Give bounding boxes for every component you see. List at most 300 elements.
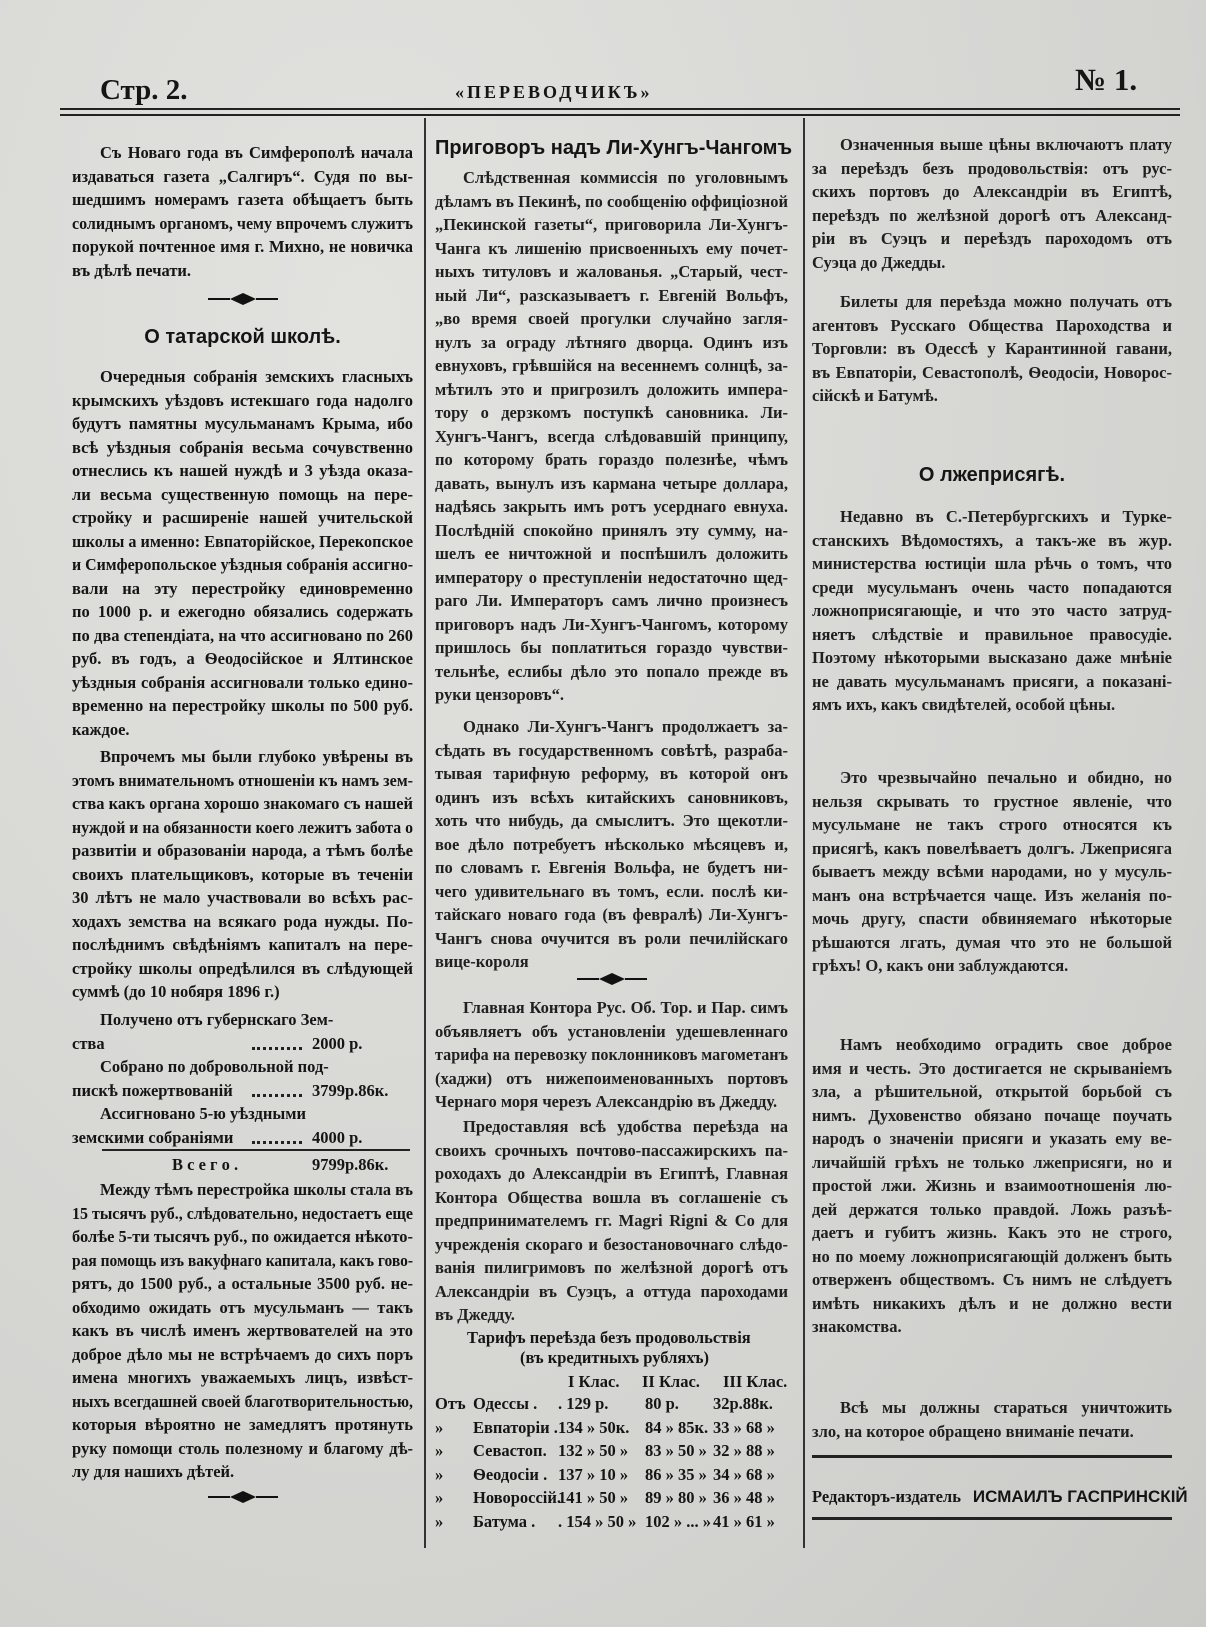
text-line (812, 552, 1172, 576)
text-line (812, 180, 1172, 204)
text-line (435, 1186, 788, 1210)
line-text: рятъ, до 1500 руб., а остальные 3500 руб. не- (72, 1274, 413, 1293)
text-line (72, 957, 413, 981)
line-text: Поэтому нѣкоторыми высказано даже мнѣніе (812, 648, 1172, 667)
leader-dots (252, 1094, 302, 1097)
text-line (812, 227, 1172, 251)
line-text: стройку школы опредѣлился въ слѣдующей (72, 958, 413, 978)
port-name: Евпаторіи . (473, 1417, 558, 1437)
text-line (812, 1033, 1172, 1057)
text-line (72, 165, 413, 189)
text-line (812, 623, 1172, 647)
line-text: по два степендіата, на что ассигновано по 260 (72, 625, 413, 645)
table-cell: » (435, 1488, 444, 1507)
text-line (812, 1268, 1172, 1292)
text-line (435, 307, 788, 331)
text-line (812, 251, 1172, 275)
ledger-label (72, 1102, 413, 1126)
line-text: временно на перестройку школы по 500 руб. (72, 696, 413, 715)
text-line (435, 996, 788, 1020)
table-cell: 86 » 35 » (645, 1464, 707, 1484)
text-line (435, 1233, 788, 1257)
text-line (812, 837, 1172, 861)
text-line (72, 769, 413, 793)
line-text: издаваться газета „Салгиръ“. Судя по вы- (72, 166, 413, 186)
line-text: приговоръ надъ Ли-Хунгъ-Чангомъ, которому (435, 614, 788, 634)
line-text: школы а именно: Евпаторійское, Перекопское (72, 531, 413, 551)
line-text: Чангъ снова очучится въ роли печилійскаго (435, 928, 788, 948)
text-line (435, 1256, 788, 1280)
text-line (435, 613, 788, 637)
table-header: I Клас. (568, 1372, 620, 1391)
line-text: чего удивительнаго въ томъ, если. послѣ ки- (435, 881, 788, 901)
line-text: Предоставляя всѣ удобства переѣзда на (463, 1117, 788, 1136)
line-text: ли весьма существенную помощь на пере- (72, 484, 413, 504)
port-name: Ѳеодосіи . (473, 1464, 548, 1484)
text-line (812, 599, 1172, 623)
line-text: одинъ изъ всѣхъ китайскихъ сановниковъ, (435, 787, 788, 807)
text-line (812, 337, 1172, 361)
line-text: крымскихъ уѣздовъ истекшаго года надолго (72, 390, 413, 410)
line-text: зла, а рѣшительной, открытой борьбой съ (812, 1082, 1172, 1101)
ledger-label-text: Ассигновано 5-ю уѣздными (100, 1104, 306, 1123)
table-cell: » (435, 1511, 444, 1531)
text-line (812, 1292, 1172, 1316)
text-line (72, 365, 413, 389)
ornament-divider (208, 1490, 278, 1504)
article-heading: Приговоръ надъ Ли-Хунгъ-Чангомъ (435, 137, 793, 159)
line-text: болѣе 5-ти тысячъ руб., по ожидается нѣкото- (72, 1227, 413, 1246)
line-text: даетъ и губитъ жизнь. Какъ это не строго, (812, 1223, 1172, 1242)
ledger-amount: 2000 р. (312, 1033, 363, 1053)
text-line (812, 157, 1172, 181)
text-line (812, 1198, 1172, 1222)
table-cell: 134 » 50к. (558, 1417, 630, 1437)
text-line (435, 1043, 788, 1067)
text-line (72, 647, 413, 671)
ledger-label-text: ства (72, 1033, 105, 1053)
text-line (812, 1221, 1172, 1245)
line-text: Слѣдственная коммиссія по уголовнымъ (463, 168, 788, 187)
table-subtitle: (въ кредитныхъ рубляхъ) (520, 1348, 709, 1367)
line-text: давать, вынулъ изъ кармана четыре доллара, (435, 473, 788, 493)
text-line (435, 213, 788, 237)
ledger-label (72, 1126, 413, 1150)
line-text: уѣздныя собранія ассигновали только едино- (72, 672, 413, 692)
line-text: Хунгъ-Чангъ, всегда слѣдовавшій принципу, (435, 426, 788, 446)
port-name: Севастоп. (473, 1441, 547, 1460)
line-text: ріи въ Суэцъ и переѣздъ пароходомъ отъ (812, 229, 1172, 248)
text-line (812, 1315, 1172, 1339)
text-line (72, 259, 413, 283)
table-cell: 32р.88к. (713, 1394, 773, 1413)
line-text: 30 лѣтъ не мало участвовали во всѣхъ рас- (72, 888, 413, 907)
line-text: императору о преступленіи недостаточно щед- (435, 567, 788, 587)
line-text: Главная Контора Рус. Об. Тор. и Пар. симъ (463, 998, 788, 1017)
ledger-label (72, 1055, 413, 1079)
paragraph (435, 1115, 788, 1327)
text-line (435, 683, 788, 707)
line-text: Между тѣмъ перестройка школы стала въ (100, 1180, 413, 1199)
text-line (812, 1245, 1172, 1269)
text-line (435, 739, 788, 763)
text-line (72, 1225, 413, 1249)
line-text: обходимо ожидать отъ мусульманъ — такъ (72, 1297, 413, 1317)
text-line (72, 1202, 413, 1226)
text-line (812, 766, 1172, 790)
paragraph (435, 715, 788, 974)
line-text: зло, на которое обращено вниманіе печати. (812, 1421, 1134, 1441)
line-text: тывая тарифную реформу, въ которой онъ (435, 764, 788, 783)
text-line (435, 284, 788, 308)
text-line (812, 1174, 1172, 1198)
line-text: своихъ срочныхъ почтово-пассажирскихъ па- (435, 1140, 788, 1160)
line-text: вали на эту перестройку единовременно (72, 578, 413, 598)
line-text: станскихъ Вѣдомостяхъ, а такъ-же въ жур. (812, 530, 1172, 550)
text-line (72, 886, 413, 910)
paragraph (435, 166, 788, 707)
article-heading: О лжеприсягѣ. (918, 464, 1066, 486)
text-line (72, 436, 413, 460)
text-line (812, 576, 1172, 600)
line-text: надѣясь закрыть имъ ротъ усерднаго евнуха. (435, 497, 788, 516)
line-text: присягѣ, какъ повелѣваетъ долгъ. Лжеприсяга (812, 838, 1172, 858)
line-text: Послѣдній спокойно принялъ эту сумму, на- (435, 520, 788, 540)
text-line (435, 1090, 788, 1114)
ledger-label (72, 1032, 413, 1056)
line-text: по 1000 р. и ежегодно обязались содержать (72, 602, 413, 621)
line-text: имѣть никакихъ дѣлъ и не должно вести (812, 1293, 1172, 1313)
text-line (435, 809, 788, 833)
line-text: шелъ ее ничтожной и поспѣшилъ доложить (435, 544, 788, 563)
line-text: „Пекинской газеты“, приговорила Ли-Хунгъ- (435, 215, 788, 234)
line-text: евнуховъ, грѣвшійся на весеннемъ солнцѣ, за- (435, 356, 788, 375)
text-line (72, 863, 413, 887)
paragraph (812, 133, 1172, 274)
text-line (812, 813, 1172, 837)
text-line (72, 792, 413, 816)
line-text: солиднымъ органомъ, чему впрочемъ служитъ (72, 213, 413, 233)
ledger-amount: 3799р.86к. (312, 1080, 389, 1100)
text-line (812, 646, 1172, 670)
line-text: мѣтилъ это и пригрозилъ доложить импера- (435, 379, 788, 399)
line-text: Суэца до Джедды. (812, 252, 946, 272)
line-text: няетъ слѣдствіе и правильное правосудіе. (812, 624, 1172, 644)
text-line (435, 903, 788, 927)
text-line (812, 361, 1172, 385)
text-line (435, 950, 788, 974)
port-name: Новороссій. (473, 1488, 562, 1507)
text-line (435, 448, 788, 472)
ledger-label-text: Получено отъ губернскаго Зем- (100, 1010, 334, 1029)
text-line (72, 459, 413, 483)
text-line (72, 1272, 413, 1296)
ledger-total-label: В с е г о . (172, 1154, 239, 1174)
text-line (812, 1396, 1172, 1420)
paragraph (812, 505, 1172, 717)
line-text: Всѣ мы должны стараться уничтожить (840, 1398, 1172, 1417)
line-text: знакомства. (812, 1317, 902, 1336)
text-line (812, 931, 1172, 955)
table-cell: 36 » 48 » (713, 1488, 775, 1507)
newspaper-title: «ПЕРЕВОДЧИКЪ» (455, 82, 653, 102)
header-rule-top (60, 108, 1180, 110)
line-text: простой лжи. Жизнь и взаимоотношенія лю- (812, 1176, 1172, 1195)
line-text: Контора Общества вошла въ соглашеніе съ (435, 1187, 788, 1207)
text-line (812, 1420, 1172, 1444)
text-line (72, 910, 413, 934)
line-text: агентовъ Русскаго Общества Пароходства и (812, 315, 1172, 335)
line-text: будутъ памятны мусульманамъ Крыма, ибо (72, 414, 413, 433)
text-line (72, 212, 413, 236)
ornament-divider (577, 972, 647, 986)
leader-dots (252, 1047, 302, 1050)
table-cell: . 129 р. (558, 1394, 609, 1413)
text-line (812, 954, 1172, 978)
article-heading: О татарской школѣ. (144, 326, 341, 348)
paragraph (72, 1178, 413, 1484)
line-text: нельзя скрывать то грустное явленіе, что (812, 791, 1172, 811)
text-line (72, 1178, 413, 1202)
table-cell: » (435, 1464, 444, 1484)
line-text: Это чрезвычайно печально и обидно, но (840, 768, 1172, 787)
line-text: Билеты для переѣзда можно получать отъ (840, 292, 1172, 311)
text-line (72, 577, 413, 601)
paragraph (72, 141, 413, 282)
line-text: ныхъ титуловъ и жалованья. „Старый, чест- (435, 262, 788, 281)
line-text: Съ Новаго года въ Симферополѣ начала (100, 143, 413, 162)
editor-name: ИСМАИЛЪ ГАСПРИНСКІЙ (972, 1487, 1188, 1506)
text-line (812, 133, 1172, 157)
text-line (435, 1209, 788, 1233)
table-title: Тарифъ переѣзда безъ продовольствія (467, 1328, 751, 1347)
ledger-amount: 4000 р. (312, 1127, 363, 1147)
text-line (72, 624, 413, 648)
text-line (72, 671, 413, 695)
text-line (72, 745, 413, 769)
funds-ledger (72, 1008, 413, 1176)
text-line (812, 670, 1172, 694)
text-line (435, 495, 788, 519)
table-cell: 84 » 85к. (645, 1417, 709, 1437)
table-cell: 34 » 68 » (713, 1464, 775, 1484)
text-line (72, 1413, 413, 1437)
ledger-total (72, 1153, 413, 1177)
table-cell: 132 » 50 » (558, 1441, 629, 1460)
table-cell: 41 » 61 » (713, 1511, 775, 1531)
text-line (435, 566, 788, 590)
table-cell: . 154 » 50 » (558, 1511, 637, 1531)
line-text: ства какъ органа хорошо знакомаго съ нашей (72, 794, 413, 813)
text-line (72, 816, 413, 840)
line-text: роходахъ до Александріи въ Египтѣ, Главная (435, 1164, 788, 1183)
line-text: Очередныя собранія земскихъ гласныхъ (100, 367, 413, 386)
tariff-table (435, 1328, 788, 1531)
text-line (435, 1115, 788, 1139)
text-line (72, 412, 413, 436)
text-line (72, 1296, 413, 1320)
line-text: рая помощь изъ вакуфнаго капитала, какъ гово- (72, 1250, 413, 1270)
ledger-total-amount: 9799р.86к. (312, 1154, 389, 1174)
line-text: отверженъ обществомъ. Съ нимъ не слѣдуетъ (812, 1270, 1172, 1289)
footer-rule (812, 1517, 1172, 1520)
line-text: этомъ внимательномъ отношеніи къ намъ зем- (72, 770, 413, 790)
table-cell: » (435, 1441, 444, 1460)
line-text: скихъ портовъ до Александріи въ Египтѣ, (812, 182, 1172, 201)
ledger-label (72, 1008, 413, 1032)
line-text: раго Ли. Императоръ самъ лично произнесъ (435, 591, 788, 610)
ornament-divider (208, 292, 278, 306)
line-text: имена многихъ уважаемыхъ лицъ, извѣст- (72, 1368, 413, 1387)
ledger-label-text: пискѣ пожертвованій (72, 1080, 233, 1100)
text-line (812, 314, 1172, 338)
paragraph (812, 1033, 1172, 1339)
text-line (812, 384, 1172, 408)
line-text: переѣздъ по желѣзной дорогѣ отъ Александ- (812, 205, 1172, 225)
line-text: мочь другу, спасти обвиняемаго нѣкоторые (812, 909, 1172, 928)
line-text: за переѣздъ безъ продовольствія: отъ рус- (812, 158, 1172, 178)
line-text: Недавно въ С.-Петербургскихъ и Турке- (840, 507, 1172, 526)
line-text: вице-короля (435, 952, 529, 971)
line-text: среди мусульманъ очень часто попадаются (812, 577, 1172, 597)
text-line (435, 927, 788, 951)
line-text: ходахъ земства на всякаго рода нужды. По- (72, 911, 413, 931)
line-text: по словамъ г. Евгенія Вольфа, не будетъ ни- (435, 858, 788, 877)
table-cell: 83 » 50 » (645, 1441, 707, 1460)
text-line (812, 907, 1172, 931)
line-text: сійскѣ и Батумѣ. (812, 386, 938, 405)
line-text: личайшій грѣхъ не только лжеприсяги, но и (812, 1152, 1172, 1172)
text-line (72, 553, 413, 577)
line-text: Торговли: въ Одессѣ у Карантинной гавани, (812, 339, 1172, 358)
text-line (72, 600, 413, 624)
line-text: ямъ ихъ, какъ свидѣтелей, особой цѣны. (812, 695, 1116, 714)
text-line (72, 1437, 413, 1461)
text-line (435, 542, 788, 566)
line-text: предпринимателемъ гг. Magri Rigni & Co для (435, 1211, 788, 1230)
text-line (435, 660, 788, 684)
text-line (812, 1057, 1172, 1081)
text-line (72, 188, 413, 212)
text-line (435, 519, 788, 543)
text-line (72, 1249, 413, 1273)
line-text: какъ въ числѣ именъ жертвователей на это (72, 1321, 413, 1340)
footer-rule (812, 1455, 1172, 1458)
text-line (812, 1104, 1172, 1128)
line-text: манъ она встрѣчается чаще. Изъ желанія по- (812, 885, 1172, 905)
text-line (435, 237, 788, 261)
line-text: своихъ плательщиковъ, которые въ теченіи (72, 864, 413, 884)
text-line (812, 505, 1172, 529)
line-text: министерства юстиціи шла рѣчь о томъ, что (812, 554, 1172, 573)
line-text: и Симферопольское уѣздныя собранія ассигно- (72, 555, 413, 574)
text-line (435, 1162, 788, 1186)
paragraph (435, 996, 788, 1114)
line-text: въ дѣлѣ печати. (72, 260, 192, 280)
text-line (435, 589, 788, 613)
line-text: хоть что нибудь, да смыслитъ. Это щекотли- (435, 811, 788, 830)
table-cell: 102 » ... » (645, 1511, 711, 1531)
line-text: всѣ уѣздныя собранія весьма сочувственно (72, 437, 413, 457)
text-line (435, 762, 788, 786)
text-line (435, 166, 788, 190)
line-text: которыя вѣроятно не замедлятъ протянуть (72, 1415, 413, 1434)
line-text: суммѣ (до 10 нобяря 1896 г.) (72, 982, 280, 1001)
line-text: объявляетъ объ установленіи удешевленнаго (435, 1021, 788, 1041)
text-line (812, 884, 1172, 908)
paragraph (812, 290, 1172, 408)
paragraph (812, 1396, 1172, 1443)
text-line (812, 693, 1172, 717)
line-text: Впрочемъ мы были глубоко увѣрены въ (100, 747, 413, 766)
line-text: порукой почтенное имя г. Михно, не новичка (72, 237, 413, 256)
line-text: развитіи и образованіи народа, а тѣмъ болѣе (72, 841, 413, 860)
table-cell: » (435, 1417, 444, 1437)
line-text: народъ о значеніи присяги и указать ему ве- (812, 1129, 1172, 1148)
table-cell: 89 » 80 » (645, 1488, 707, 1507)
line-text: имя и честь. Это достигается не скрываніемъ (812, 1058, 1172, 1078)
text-line (812, 860, 1172, 884)
text-line (72, 1366, 413, 1390)
ledger-sum-rule (102, 1149, 410, 1151)
line-text: доброе дѣло мы не встрѣчаемъ до сихъ поръ (72, 1344, 413, 1364)
line-text: Чернаго моря черезъ Александрію въ Джедду. (435, 1092, 778, 1111)
line-text: дей держатся только правдой. Ложь разъѣ- (812, 1199, 1172, 1219)
text-line (72, 980, 413, 1004)
line-text: ный Ли“, разсказываетъ г. Евгеній Вольфъ, (435, 285, 788, 305)
page-number: Стр. 2. (100, 74, 188, 106)
line-text: въ Евпаторіи, Севастополѣ, Ѳеодосіи, Новорос- (812, 362, 1172, 382)
table-cell: 137 » 10 » (558, 1464, 629, 1484)
leader-dots (252, 1141, 302, 1144)
text-line (72, 1319, 413, 1343)
line-text: руб. въ годъ, а Ѳеодосійское и Ялтинское (72, 649, 413, 668)
text-line (72, 718, 413, 742)
line-text: послѣднимъ свѣдѣніямъ капиталъ на пере- (72, 935, 413, 954)
line-text: руку помощи столь полезному и благому дѣ- (72, 1438, 413, 1458)
text-line (72, 1343, 413, 1367)
line-text: руки цензоровъ“. (435, 685, 564, 704)
line-text: лу для нашихъ дѣтей. (72, 1462, 235, 1481)
text-line (435, 786, 788, 810)
column-divider (424, 118, 426, 1548)
text-line (435, 401, 788, 425)
table-cell: 80 р. (645, 1394, 679, 1413)
text-line (812, 204, 1172, 228)
line-text: тельнѣе, еслибы дѣло это попало прежде въ (435, 661, 788, 681)
text-line (435, 1139, 788, 1163)
text-line (435, 636, 788, 660)
table-cell: 141 » 50 » (558, 1488, 629, 1507)
text-line (435, 331, 788, 355)
line-text: ложноприсягающіе, и что это часто затруд- (812, 601, 1172, 620)
ledger-label-text: Собрано по добровольной под- (100, 1057, 329, 1076)
ledger-label (72, 1079, 413, 1103)
line-text: 15 тысячъ руб., слѣдовательно, недостаетъ еще (72, 1203, 413, 1223)
line-text: тарифа на перевозку поклонниковъ магометанъ (435, 1045, 788, 1064)
line-text: вое дѣло потребуетъ нѣсколько мѣсяцевъ и, (435, 834, 788, 854)
text-line (435, 425, 788, 449)
line-text: сѣдать въ государственномъ совѣтѣ, разраба- (435, 740, 788, 760)
text-line (435, 1280, 788, 1304)
line-text: дѣламъ въ Пекинѣ, по сообщенію оффиціозной (435, 191, 788, 211)
editor-label: Редакторъ-издатель (812, 1487, 961, 1506)
text-line (72, 1390, 413, 1414)
line-text: не давать мусульманамъ присяги, а показані- (812, 671, 1172, 691)
text-line (435, 856, 788, 880)
text-line (435, 472, 788, 496)
text-line (812, 529, 1172, 553)
